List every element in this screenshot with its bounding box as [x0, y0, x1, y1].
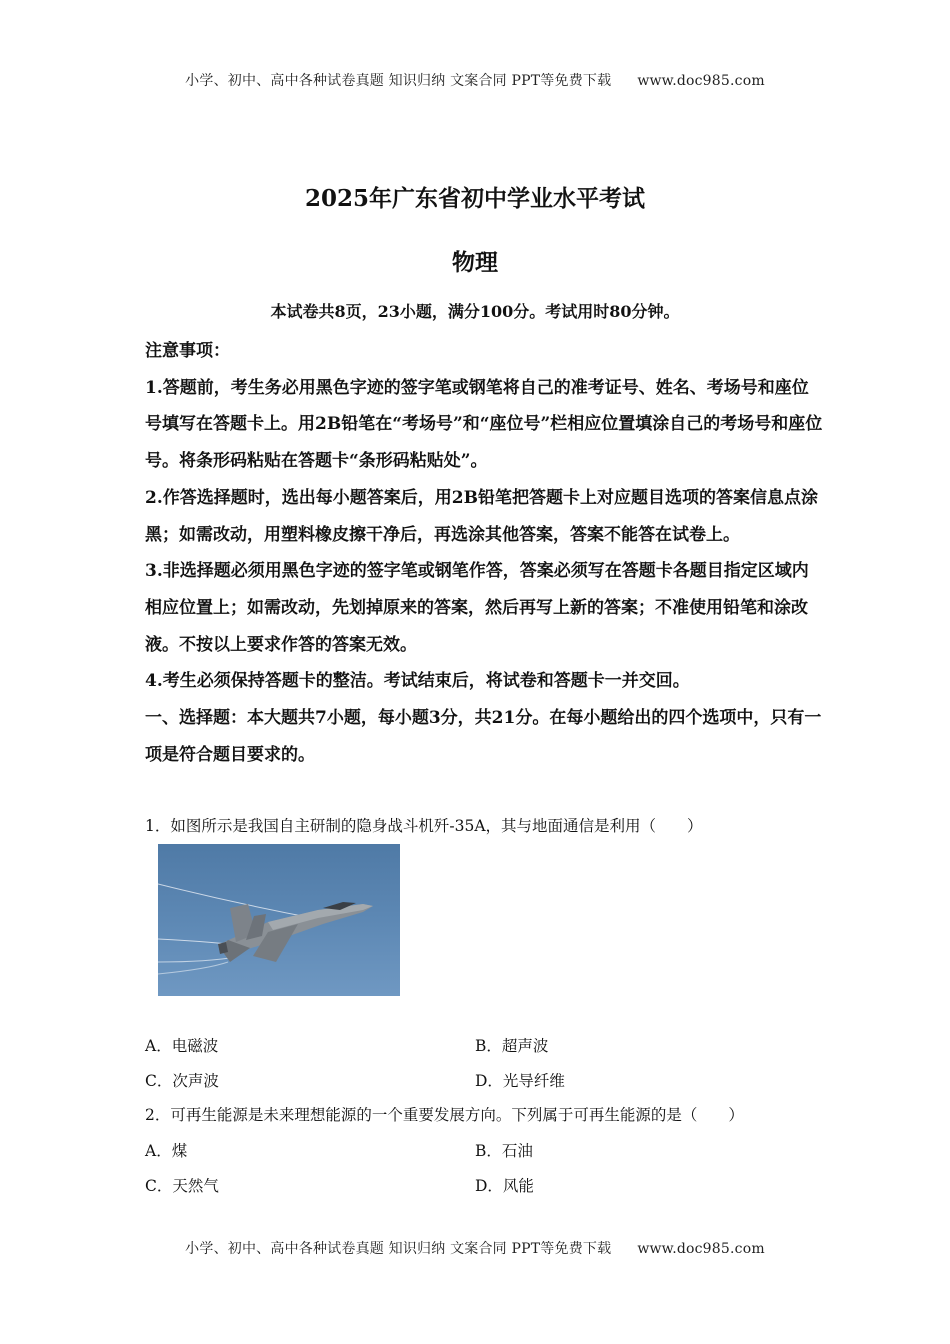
exam-subject: 物理 — [452, 249, 498, 276]
notice-heading: 注意事项： — [145, 341, 230, 361]
question-2-stem: 2．可再生能源是未来理想能源的一个重要发展方向。下列属于可再生能源的是（ ） — [145, 1106, 744, 1124]
notice-item-4: 4.考生必须保持答题卡的整洁。考试结束后，将试卷和答题卡一并交回。 — [145, 671, 690, 692]
section-title: 一、选择题：本大题共7小题，每小题3分，共21分。在每小题给出的四个选项中，只有一项是符合题目要求的。 — [145, 708, 822, 765]
question-1-option-a: A．电磁波 — [145, 1037, 219, 1055]
question-2-option-a: A．煤 — [145, 1142, 188, 1160]
footer-url[interactable]: www.doc985.com — [637, 1241, 765, 1257]
question-1-option-d: D．光导纤维 — [475, 1072, 565, 1090]
fighter-jet-illustration — [158, 844, 400, 996]
notice-item-3: 3.非选择题必须用黑色字迹的签字笔或钢笔作答，答案必须写在答题卡各题目指定区域内相应位置上；如需改动，先划掉原来的答案，然后再写上新的答案；不准使用铅笔和涂改液。不按以上要求作答的答案无效。 — [145, 561, 809, 655]
question-2-option-d: D．风能 — [475, 1177, 534, 1195]
page-header — [0, 70, 950, 90]
fighter-jet-photo — [158, 844, 400, 996]
exam-title: 2025年广东省初中学业水平考试 — [304, 185, 645, 212]
header-text: 小学、初中、高中各种试卷真题 知识归纳 文案合同 PPT等免费下载 — [185, 73, 612, 89]
page-footer — [0, 1238, 950, 1258]
question-1-option-b: B．超声波 — [475, 1037, 549, 1055]
question-1-option-c: C．次声波 — [145, 1072, 219, 1090]
notice-block — [145, 333, 825, 773]
notice-item-2: 2.作答选择题时，选出每小题答案后，用2B铅笔把答题卡上对应题目选项的答案信息点涂黑；如需改动，用塑料橡皮擦干净后，再选涂其他答案，答案不能答在试卷上。 — [145, 487, 818, 545]
header-url[interactable]: www.doc985.com — [637, 73, 765, 89]
question-1-stem: 1．如图所示是我国自主研制的隐身战斗机歼-35A，其与地面通信是利用（ ） — [145, 817, 703, 835]
exam-info: 本试卷共8页，23小题，满分100分。考试用时80分钟。 — [270, 302, 680, 321]
notice-item-1: 1.答题前，考生务必用黑色字迹的签字笔或钢笔将自己的准考证号、姓名、考场号和座位号填写在答题卡上。用2B铅笔在“考场号”和“座位号”栏相应位置填涂自己的考场号和座位号。将条形码粘贴在答题卡“条形码粘贴处”。 — [145, 377, 823, 472]
footer-text: 小学、初中、高中各种试卷真题 知识归纳 文案合同 PPT等免费下载 — [185, 1241, 612, 1257]
question-2-option-c: C．天然气 — [145, 1177, 219, 1195]
question-2-option-b: B．石油 — [475, 1142, 533, 1160]
